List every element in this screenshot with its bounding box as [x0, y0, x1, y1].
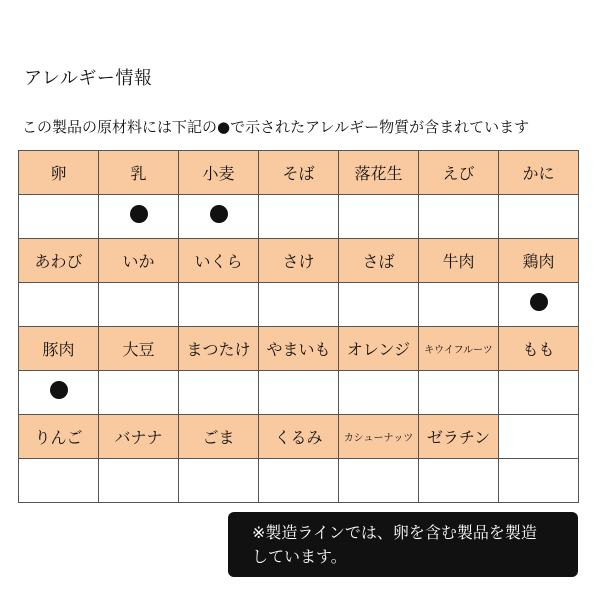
allergen-name-cell: 鶏肉 [499, 239, 579, 283]
allergen-name-cell: ごま [179, 415, 259, 459]
allergen-name-cell: さけ [259, 239, 339, 283]
allergen-name-cell: キウイフルーツ [419, 327, 499, 371]
allergen-mark-cell [179, 459, 259, 503]
allergen-name-cell: まつたけ [179, 327, 259, 371]
allergen-mark-cell [499, 195, 579, 239]
allergen-mark-cell [499, 283, 579, 327]
allergen-name-cell: あわび [19, 239, 99, 283]
contains-mark [50, 381, 68, 399]
allergen-name-cell: 落花生 [339, 151, 419, 195]
allergen-mark-cell [419, 459, 499, 503]
allergen-name-cell: くるみ [259, 415, 339, 459]
allergen-name-cell: 卵 [19, 151, 99, 195]
allergen-name-cell: 豚肉 [19, 327, 99, 371]
allergen-mark-cell [99, 195, 179, 239]
page-title: アレルギー情報 [24, 68, 153, 89]
allergen-mark-row [19, 283, 579, 327]
allergen-mark-cell [99, 371, 179, 415]
empty-cell [499, 415, 579, 459]
allergen-mark-cell [179, 195, 259, 239]
allergen-mark-cell [19, 283, 99, 327]
allergen-mark-cell [339, 195, 419, 239]
allergen-mark-row [19, 459, 579, 503]
allergen-mark-cell [19, 371, 99, 415]
contains-mark [130, 205, 148, 223]
allergen-name-cell: バナナ [99, 415, 179, 459]
allergen-table [18, 150, 579, 503]
allergen-name-cell: ゼラチン [419, 415, 499, 459]
allergen-mark-cell [19, 459, 99, 503]
allergen-mark-cell [339, 283, 419, 327]
allergen-mark-row [19, 195, 579, 239]
allergen-name-cell: やまいも [259, 327, 339, 371]
allergen-mark-cell [419, 283, 499, 327]
allergen-mark-cell [179, 283, 259, 327]
allergen-name-cell: いくら [179, 239, 259, 283]
allergen-name-row [19, 327, 579, 371]
allergen-name-cell: カシューナッツ [339, 415, 419, 459]
allergen-mark-cell [419, 371, 499, 415]
allergen-name-cell: いか [99, 239, 179, 283]
allergen-name-cell: 乳 [99, 151, 179, 195]
allergen-name-row [19, 239, 579, 283]
allergen-mark-cell [19, 195, 99, 239]
contains-mark [210, 205, 228, 223]
allergen-mark-cell [259, 195, 339, 239]
allergen-mark-cell [419, 195, 499, 239]
allergen-name-row [19, 151, 579, 195]
allergen-name-cell: そば [259, 151, 339, 195]
allergen-name-row [19, 415, 579, 459]
allergen-name-cell: かに [499, 151, 579, 195]
allergen-mark-cell [339, 371, 419, 415]
allergen-mark-cell [99, 283, 179, 327]
allergen-name-cell: オレンジ [339, 327, 419, 371]
allergen-mark-cell [499, 459, 579, 503]
allergen-name-cell: 大豆 [99, 327, 179, 371]
contains-mark [530, 293, 548, 311]
warning-line-1: ※製造ラインでは、卵を含む製品を製造 [252, 523, 537, 542]
allergen-mark-cell [99, 459, 179, 503]
allergen-name-cell: りんご [19, 415, 99, 459]
allergen-mark-row [19, 371, 579, 415]
allergen-name-cell: さば [339, 239, 419, 283]
allergen-mark-cell [499, 371, 579, 415]
allergen-mark-cell [259, 283, 339, 327]
allergen-mark-cell [259, 371, 339, 415]
allergen-name-cell: 小麦 [179, 151, 259, 195]
allergen-mark-cell [339, 459, 419, 503]
warning-line-2: しています。 [252, 547, 347, 566]
allergen-mark-cell [259, 459, 339, 503]
production-line-warning [228, 512, 578, 577]
allergen-name-cell: 牛肉 [419, 239, 499, 283]
allergen-notice: この製品の原材料には下記の●で示されたアレルギー物質が含まれています [22, 118, 530, 136]
allergen-name-cell: えび [419, 151, 499, 195]
allergen-mark-cell [179, 371, 259, 415]
allergen-name-cell: もも [499, 327, 579, 371]
